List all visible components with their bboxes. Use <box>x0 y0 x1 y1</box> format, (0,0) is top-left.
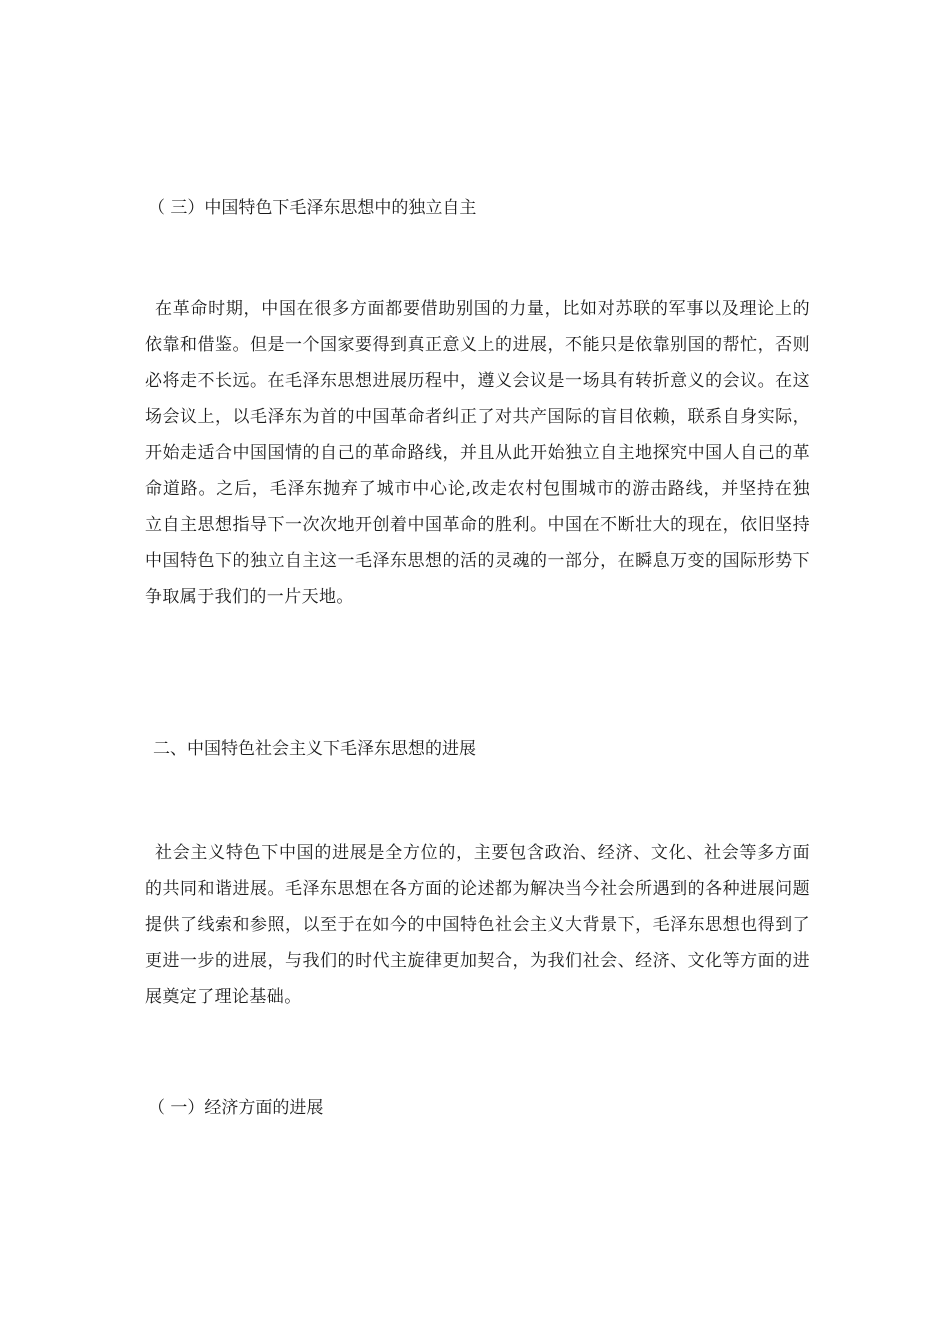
body-paragraph-development: 社会主义特色下中国的进展是全方位的，主要包含政治、经济、文化、社会等多方面的共同和谐进展。毛泽东思想在各方面的论述都为解决当今社会所遇到的各种进展问题提供了线索和参照，以至于在如今的中国特色社会主义大背景下，毛泽东思想也得到了更进一步的进展，与我们的时代主旋律更加契合，为我们社会、经济、文化等方面的进展奠定了理论基础。 <box>145 843 810 1007</box>
section-heading-development: 二、中国特色社会主义下毛泽东思想的进展 <box>153 739 476 759</box>
subsection-heading-independence: （ 三）中国特色下毛泽东思想中的独立自主 <box>148 198 477 218</box>
body-paragraph-independence: 在革命时期，中国在很多方面都要借助别国的力量，比如对苏联的军事以及理论上的依靠和借鉴。但是一个国家要得到真正意义上的进展，不能只是依靠别国的帮忙，否则必将走不长远。在毛泽东思想进展历程中，遵义会议是一场具有转折意义的会议。在这场会议上，以毛泽东为首的中国革命者纠正了对共产国际的盲目依赖，联系自身实际，开始走适合中国国情的自己的革命路线，并且从此开始独立自主地探究中国人自己的革命道路。之后，毛泽东抛弃了城市中心论,改走农村包围城市的游击路线，并坚持在独立自主思想指导下一次次地开创着中国革命的胜利。中国在不断壮大的现在，依旧坚持中国特色下的独立自主这一毛泽东思想的活的灵魂的一部分，在瞬息万变的国际形势下争取属于我们的一片天地。 <box>145 299 810 607</box>
subsection-heading-economy: （ 一）经济方面的进展 <box>148 1098 324 1118</box>
